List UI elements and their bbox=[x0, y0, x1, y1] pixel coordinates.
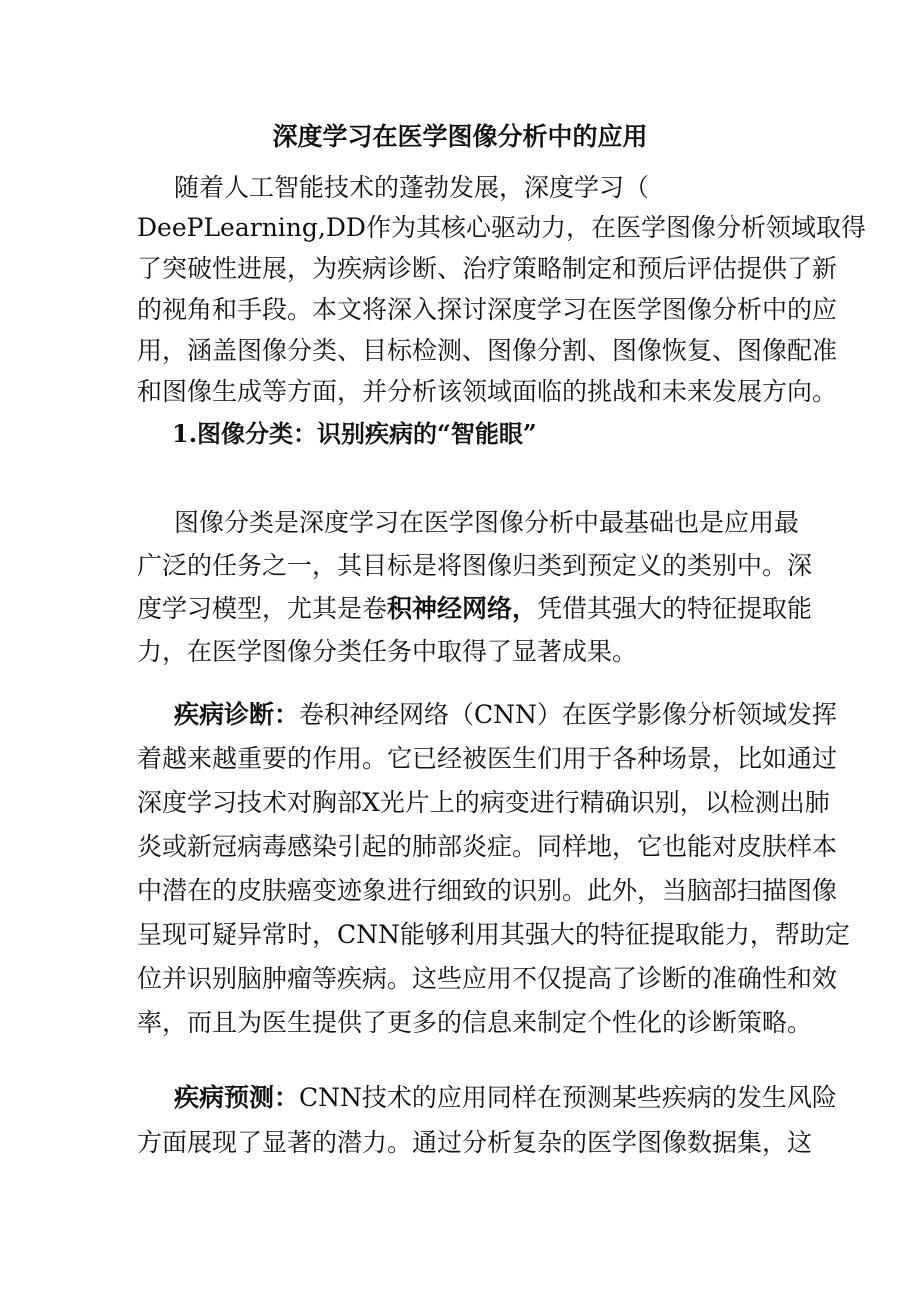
prediction-text: CNN技术的应用同样在预测某些疾病的发生风险 bbox=[299, 1083, 837, 1112]
intro-line: 用，涵盖图像分类、目标检测、图像分割、图像恢复、图像配准 bbox=[137, 336, 838, 365]
intro-line: 随着人工智能技术的蓬勃发展，深度学习（ bbox=[174, 173, 650, 202]
classification-text: 度学习模型，尤其是卷 bbox=[137, 594, 388, 623]
diagnosis-line: 着越来越重要的作用。它已经被医生们用于各种场景，比如通过 bbox=[137, 744, 838, 773]
diagnosis-label: 疾病诊断： bbox=[174, 700, 300, 729]
document-title: 深度学习在医学图像分析中的应用 bbox=[272, 122, 648, 151]
cnn-emphasis: 积神经网络， bbox=[387, 594, 538, 623]
diagnosis-line: 炎或新冠病毒感染引起的肺部炎症。同样地，它也能对皮肤样本 bbox=[137, 832, 838, 861]
diagnosis-line: 呈现可疑异常时，CNN能够利用其强大的特征提取能力，帮助定 bbox=[137, 920, 850, 949]
diagnosis-line: 中潜在的皮肤癌变迹象进行细致的识别。此外，当脑部扫描图像 bbox=[137, 876, 838, 905]
diagnosis-line: 位并识别脑肿瘤等疾病。这些应用不仅提高了诊断的准确性和效 bbox=[137, 964, 838, 993]
intro-line: 了突破性进展，为疾病诊断、治疗策略制定和预后评估提供了新 bbox=[137, 254, 838, 283]
diagnosis-text: 卷积神经网络（CNN）在医学影像分析领域发挥 bbox=[299, 700, 837, 729]
intro-line: DeePLearning,DD作为其核心驱动力，在医学图像分析领域取得 bbox=[137, 213, 866, 242]
classification-line: 广泛的任务之一，其目标是将图像归类到预定义的类别中。深 bbox=[137, 551, 813, 580]
diagnosis-line bbox=[174, 697, 837, 733]
classification-text: 凭借其强大的特征提取能 bbox=[537, 594, 813, 623]
prediction-line: 方面展现了显著的潜力。通过分析复杂的医学图像数据集，这 bbox=[137, 1128, 813, 1157]
intro-line: 的视角和手段。本文将深入探讨深度学习在医学图像分析中的应 bbox=[137, 295, 838, 324]
prediction-line bbox=[174, 1080, 837, 1116]
diagnosis-line: 率，而且为医生提供了更多的信息来制定个性化的诊断策略。 bbox=[137, 1008, 813, 1037]
intro-line: 和图像生成等方面，并分析该领域面临的挑战和未来发展方向。 bbox=[137, 377, 838, 406]
prediction-label: 疾病预测： bbox=[174, 1083, 300, 1112]
classification-line bbox=[137, 591, 813, 627]
classification-line: 图像分类是深度学习在医学图像分析中最基础也是应用最 bbox=[174, 508, 800, 537]
diagnosis-line: 深度学习技术对胸部X光片上的病变进行精确识别，以检测出肺 bbox=[137, 788, 830, 817]
classification-line: 力，在医学图像分类任务中取得了显著成果。 bbox=[137, 637, 638, 666]
section-heading: 1.图像分类：识别疾病的“智能眼” bbox=[172, 419, 537, 448]
